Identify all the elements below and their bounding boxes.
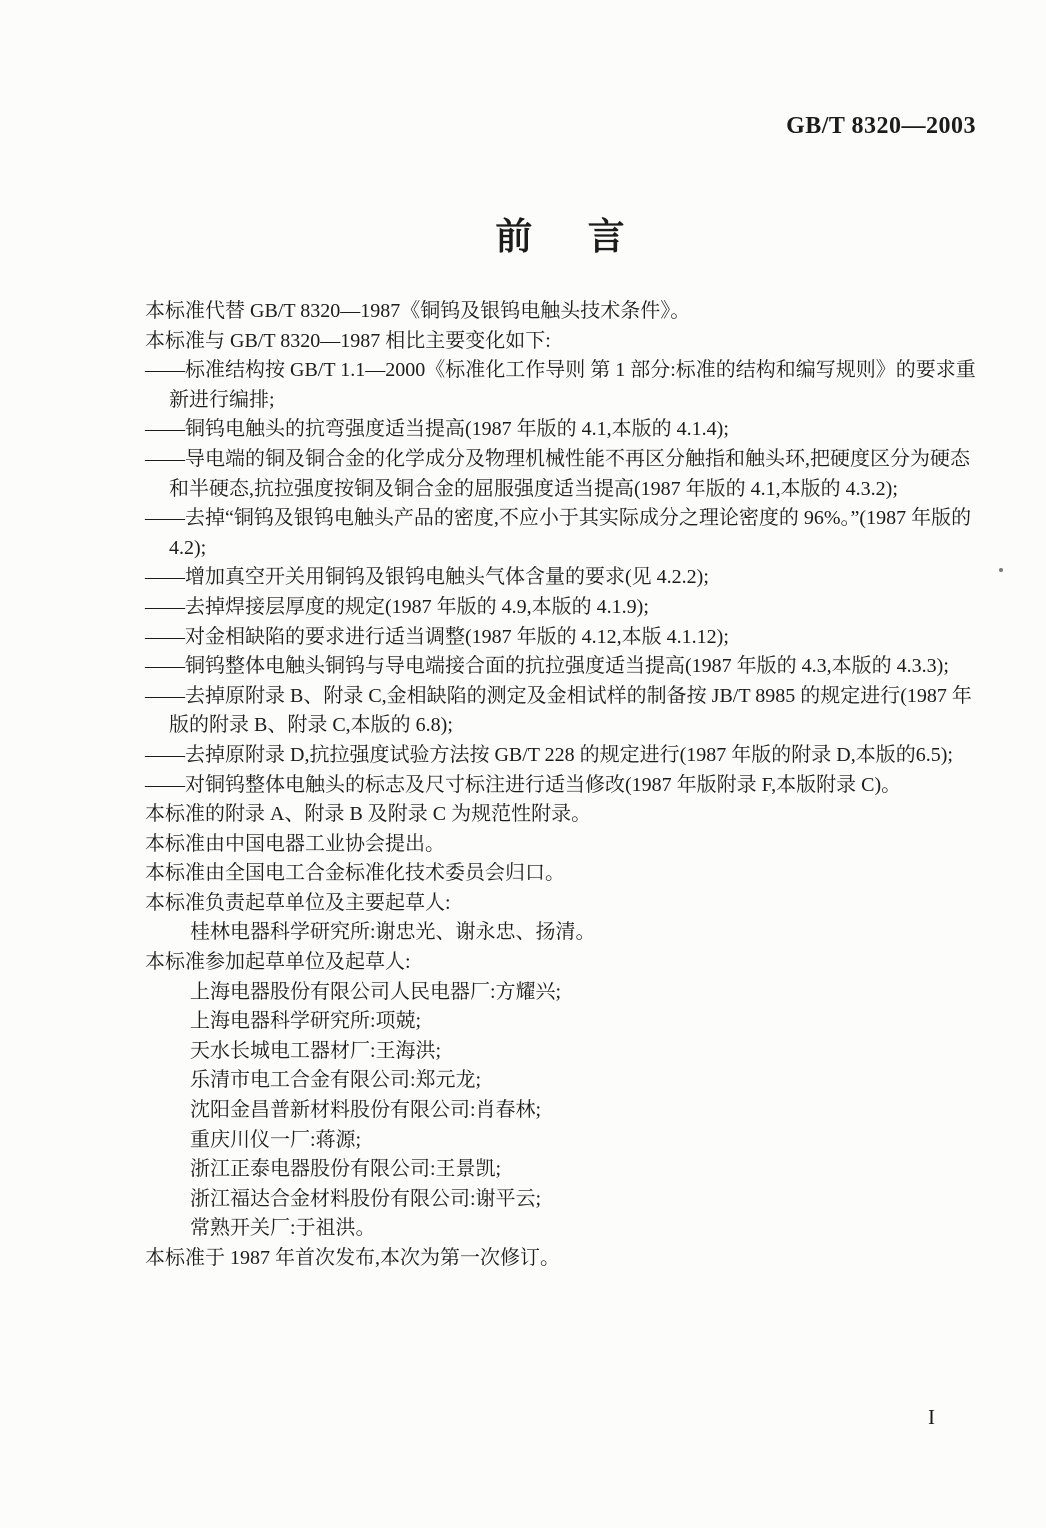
body-line: ——去掉焊接层厚度的规定(1987 年版的 4.9,本版的 4.1.9);: [145, 595, 649, 618]
body-line: 本标准于 1987 年首次发布,本次为第一次修订。: [145, 1247, 560, 1269]
body-line: 和半硬态,抗拉强度按铜及铜合金的屈服强度适当提高(1987 年版的 4.1,本版的 4.3.2);: [169, 477, 898, 500]
body-line: 桂林电器科学研究所:谢忠光、谢永忠、扬清。: [190, 921, 596, 944]
scan-speck: [999, 568, 1003, 572]
body-line: ——对金相缺陷的要求进行适当调整(1987 年版的 4.12,本版 4.1.12);: [145, 625, 729, 648]
body-line: ——去掉原附录 B、附录 C,金相缺陷的测定及金相试样的制备按 JB/T 8985 的规定进行(1987 年: [145, 684, 972, 707]
body-line: ——铜钨整体电触头铜钨与导电端接合面的抗拉强度适当提高(1987 年版的 4.3,本版的 4.3.3);: [145, 655, 949, 678]
body-line: 本标准由全国电工合金标准化技术委员会归口。: [145, 862, 565, 885]
body-line: 4.2);: [169, 536, 207, 559]
page-title: 前 言: [495, 217, 625, 258]
body-line: 本标准代替 GB/T 8320—1987《铜钨及银钨电触头技术条件》。: [145, 300, 691, 322]
body-line: ——去掉原附录 D,抗拉强度试验方法按 GB/T 228 的规定进行(1987 年版的附录 D,本版的6.5);: [145, 743, 953, 766]
body-line: 上海电器股份有限公司人民电器厂:方耀兴;: [190, 980, 562, 1003]
standard-number: GB/T 8320—2003: [786, 113, 976, 139]
body-line: 上海电器科学研究所:项兢;: [190, 1010, 422, 1033]
body-line: 重庆川仪一厂:蒋源;: [190, 1128, 362, 1151]
body-line: ——去掉“铜钨及银钨电触头产品的密度,不应小于其实际成分之理论密度的 96%。”(1987 年版的: [145, 507, 972, 530]
body-line: 版的附录 B、附录 C,本版的 6.8);: [169, 714, 453, 737]
page-number: I: [928, 1405, 935, 1429]
body-line: 浙江福达合金材料股份有限公司:谢平云;: [190, 1187, 542, 1210]
body-line: 本标准由中国电器工业协会提出。: [145, 832, 445, 855]
body-line: ——增加真空开关用铜钨及银钨电触头气体含量的要求(见 4.2.2);: [145, 566, 709, 589]
body-line: 本标准参加起草单位及起草人:: [145, 951, 411, 974]
body-line: ——标准结构按 GB/T 1.1—2000《标准化工作导则 第 1 部分:标准的结构和编写规则》的要求重: [145, 359, 976, 382]
body-line: 沈阳金昌普新材料股份有限公司:肖春林;: [190, 1099, 542, 1122]
body-line: 常熟开关厂:于祖洪。: [190, 1217, 376, 1240]
body-line: ——导电端的铜及铜合金的化学成分及物理机械性能不再区分触指和触头环,把硬度区分为硬态: [145, 447, 970, 470]
body-line: 新进行编排;: [169, 388, 275, 411]
body-line: 浙江正泰电器股份有限公司:王景凯;: [190, 1158, 502, 1181]
body-line: 天水长城电工器材厂:王海洪;: [190, 1039, 442, 1062]
body-line: 本标准与 GB/T 8320—1987 相比主要变化如下:: [145, 329, 551, 352]
body-line: 乐清市电工合金有限公司:郑元龙;: [190, 1069, 482, 1092]
body-line: ——铜钨电触头的抗弯强度适当提高(1987 年版的 4.1,本版的 4.1.4);: [145, 418, 729, 441]
foreword-body: [145, 297, 1025, 1274]
body-line: 本标准的附录 A、附录 B 及附录 C 为规范性附录。: [145, 803, 592, 826]
body-line: ——对铜钨整体电触头的标志及尺寸标注进行适当修改(1987 年版附录 F,本版附录 C)。: [145, 773, 902, 796]
body-line: 本标准负责起草单位及主要起草人:: [145, 891, 451, 914]
